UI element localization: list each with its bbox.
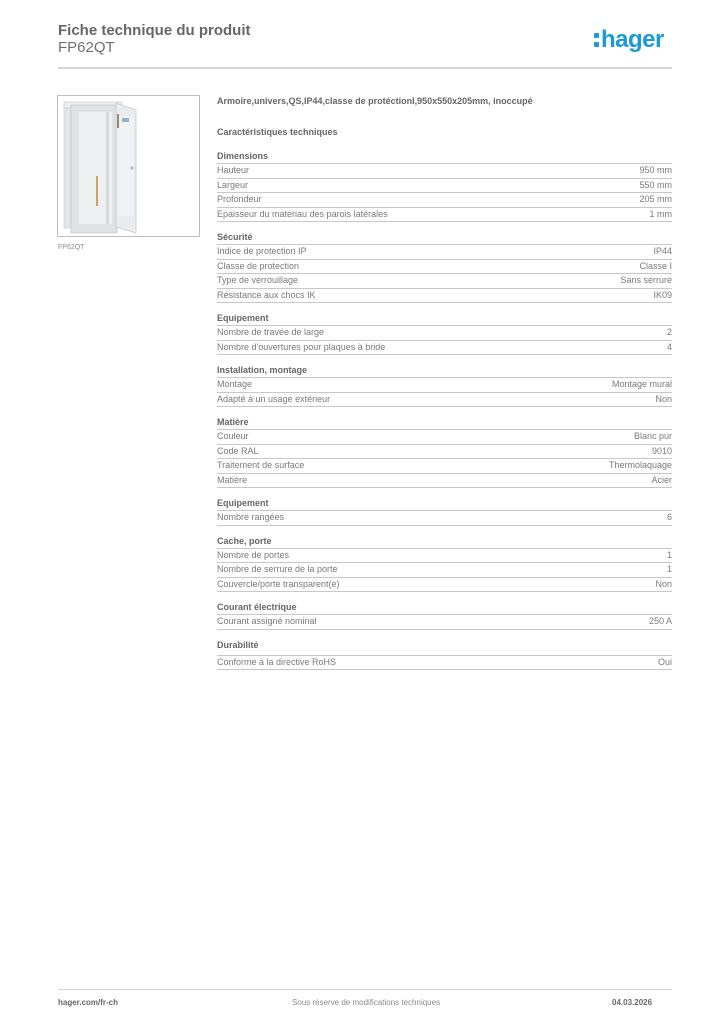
spec-label: Nombre rangées	[217, 512, 285, 522]
product-image	[57, 95, 200, 237]
spec-value: 9010	[651, 445, 672, 456]
spec-label: Type de verrouillage	[217, 275, 299, 285]
logo-text: hager	[601, 26, 664, 53]
group-title: Courant électrique	[217, 601, 672, 615]
spec-content	[217, 95, 672, 679]
footer-website-link[interactable]: hager.com/fr-ch	[58, 998, 119, 1007]
spec-row	[217, 260, 672, 275]
spec-label: Conforme à la directive RoHS	[217, 656, 337, 667]
spec-row	[217, 549, 672, 564]
footer-divider	[58, 989, 672, 990]
spec-row	[217, 474, 672, 489]
spec-label: Hauteur	[217, 165, 250, 175]
group-title: Sécurité	[217, 231, 672, 245]
spec-value: 2	[666, 327, 672, 337]
spec-label: Epaisseur du matériau des parois latérales	[217, 208, 388, 219]
cabinet-illustration-icon	[58, 96, 199, 236]
spec-value: 1	[666, 564, 672, 574]
group-title: Equipement	[217, 312, 672, 326]
spec-label: Résistance aux chocs IK	[217, 289, 316, 300]
section-heading: Caractéristiques techniques	[217, 127, 338, 137]
spec-label: Traitement de surface	[217, 460, 305, 470]
hager-logo	[594, 26, 664, 54]
spec-value: IP44	[653, 246, 672, 256]
spec-value: 1 mm	[649, 208, 672, 219]
spec-value: Montage mural	[611, 379, 672, 389]
product-code: FP62QT	[58, 39, 115, 56]
spec-label: Largeur	[217, 179, 249, 190]
spec-row	[217, 341, 672, 356]
spec-label: Nombre de serrure de la porte	[217, 564, 338, 574]
group-title: Cache, porte	[217, 535, 672, 549]
group-title: Installation, montage	[217, 364, 672, 378]
spec-value: Thermolaquage	[608, 460, 672, 470]
spec-group-equipement-2	[217, 497, 672, 526]
spec-value: Classe I	[639, 260, 672, 271]
spec-group-securite	[217, 231, 672, 303]
spec-row	[217, 511, 672, 526]
page-title: Fiche technique du produit	[58, 22, 251, 39]
spec-value: Acier	[651, 474, 672, 485]
spec-label: Profondeur	[217, 194, 262, 204]
spec-value: 1	[666, 549, 672, 560]
spec-group-installation	[217, 364, 672, 407]
spec-row	[217, 289, 672, 304]
document-header	[58, 22, 251, 56]
spec-label: Couleur	[217, 431, 249, 441]
spec-row	[217, 459, 672, 474]
spec-label: Classe de protection	[217, 260, 300, 271]
header-divider	[58, 67, 672, 69]
spec-label: Couvercle/porte transparent(e)	[217, 578, 340, 589]
spec-row	[217, 274, 672, 289]
group-title: Durabilité	[217, 639, 672, 656]
spec-row	[217, 615, 672, 630]
spec-value: Non	[655, 393, 672, 404]
spec-row	[217, 208, 672, 223]
spec-label: Nombre de travée de large	[217, 327, 325, 337]
spec-value: IK09	[653, 289, 672, 300]
logo-colon-icon	[594, 30, 599, 48]
spec-value: Blanc pur	[633, 431, 672, 441]
spec-value: Sans serrure	[620, 275, 672, 285]
spec-group-durabilite	[217, 639, 672, 671]
spec-label: Matière	[217, 474, 248, 485]
spec-row	[217, 193, 672, 208]
spec-value: Oui	[657, 656, 672, 667]
product-description: Armoire,univers,QS,IP44,classe de protéctionI,950x550x205mm, inoccupé	[217, 96, 533, 106]
spec-label: Montage	[217, 379, 253, 389]
spec-group-equipement	[217, 312, 672, 355]
spec-row	[217, 179, 672, 194]
image-caption: FP62QT	[58, 244, 85, 251]
spec-row	[217, 378, 672, 393]
spec-label: Indice de protection IP	[217, 246, 307, 256]
spec-value: 6	[666, 512, 672, 522]
spec-value: 550 mm	[639, 179, 672, 190]
spec-row	[217, 326, 672, 341]
spec-label: Nombre de portes	[217, 549, 290, 560]
spec-value: 950 mm	[639, 165, 672, 175]
spec-value: 205 mm	[639, 194, 672, 204]
spec-group-matiere	[217, 416, 672, 488]
spec-label: Nombre d'ouvertures pour plaques à bride	[217, 341, 386, 352]
spec-label: Adapté à un usage extérieur	[217, 393, 331, 404]
footer-date: 04.03.2026	[612, 998, 653, 1007]
spec-row	[217, 430, 672, 445]
spec-value: 250 A	[648, 616, 672, 626]
spec-row	[217, 164, 672, 179]
group-title: Matière	[217, 416, 672, 430]
spec-group-cache-porte	[217, 535, 672, 593]
spec-value: 4	[666, 341, 672, 352]
spec-group-dimensions	[217, 150, 672, 222]
group-title: Equipement	[217, 497, 672, 511]
spec-row	[217, 445, 672, 460]
footer-disclaimer: Sous réserve de modifications techniques	[292, 998, 441, 1007]
spec-row	[217, 245, 672, 260]
spec-row	[217, 393, 672, 408]
spec-group-courant	[217, 601, 672, 630]
spec-label: Courant assigné nominal	[217, 616, 317, 626]
spec-row	[217, 578, 672, 593]
group-title: Dimensions	[217, 150, 672, 164]
spec-row	[217, 563, 672, 578]
spec-row	[217, 656, 672, 671]
spec-label: Code RAL	[217, 445, 259, 456]
spec-value: Non	[655, 578, 672, 589]
